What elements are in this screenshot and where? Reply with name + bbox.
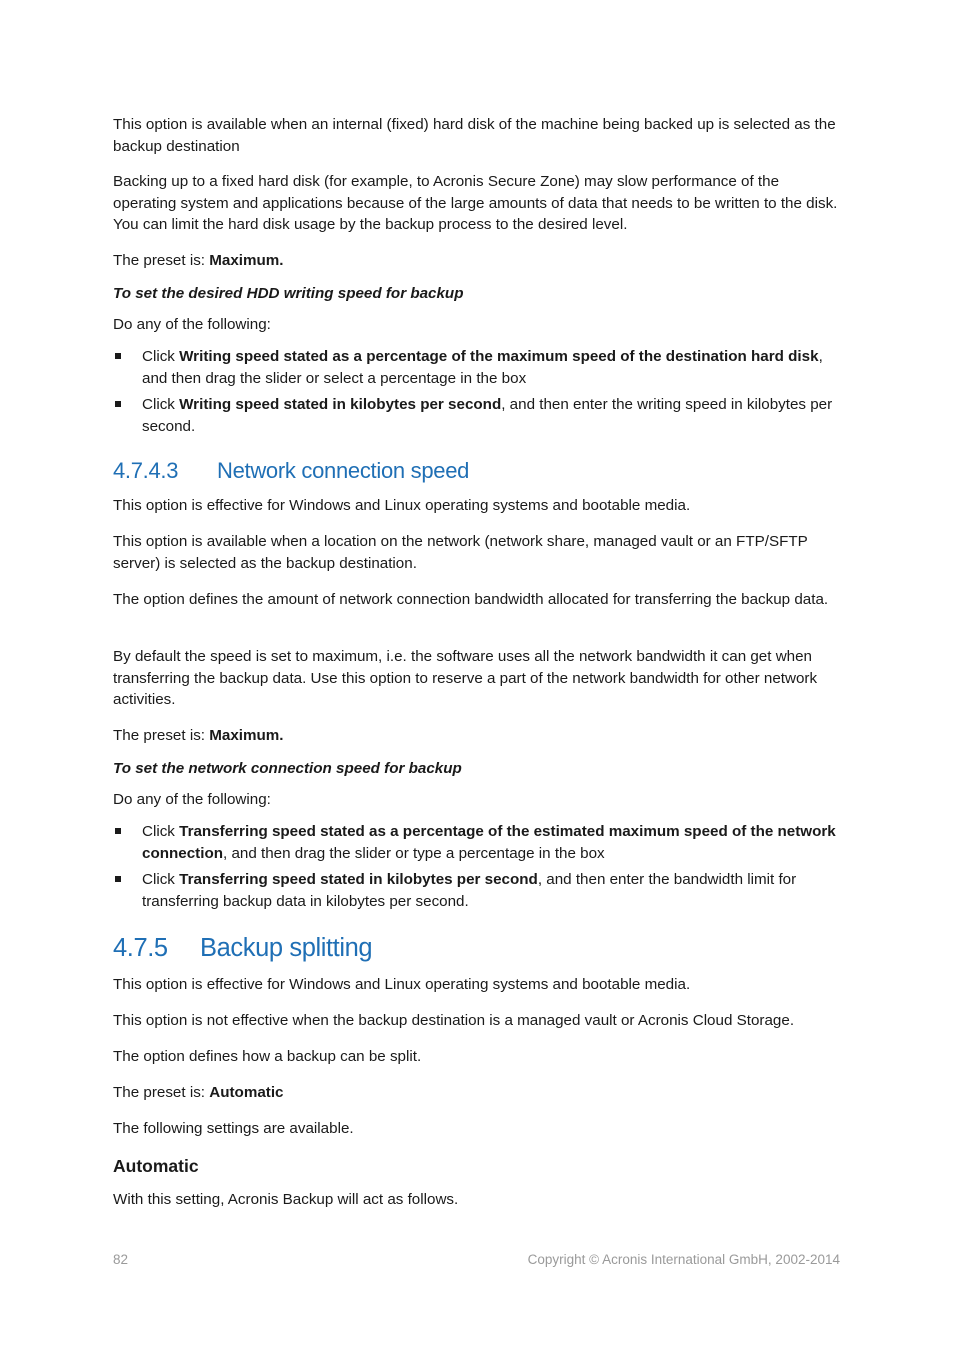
bullet-text: , and then drag the slider or select a percentage in the box	[142, 348, 823, 387]
splitting-effective-paragraph: This option is effective for Windows and Linux operating systems and bootable media.	[113, 976, 691, 993]
option-name: Transferring speed stated as a percentage of the estimated maximum speed of the network connection	[142, 823, 836, 862]
option-name: Transferring speed stated in kilobytes per second	[179, 871, 538, 888]
network-preset-paragraph	[113, 725, 843, 747]
network-default-paragraph: By default the speed is set to maximum, i.e. the software uses all the network bandwidth it can get when transferring the backup data. Use this option to reserve a part of the network bandwidth for other network activities.	[113, 648, 818, 708]
network-do-any-paragraph: Do any of the following:	[113, 791, 271, 808]
network-section-heading	[113, 457, 843, 485]
automatic-description-paragraph: With this setting, Acronis Backup will act as follows.	[113, 1191, 459, 1208]
automatic-subheading: Automatic	[113, 1156, 199, 1176]
hdd-options-list	[113, 346, 843, 437]
bullet-icon	[115, 401, 121, 407]
hdd-availability-paragraph: This option is available when an internal (fixed) hard disk of the machine being backed up is selected as the backup destination	[113, 116, 836, 155]
bullet-icon	[115, 876, 121, 882]
preset-value: Maximum.	[209, 727, 284, 744]
bullet-text: Click	[142, 396, 180, 413]
list-item	[113, 346, 843, 389]
preset-value: Maximum.	[209, 252, 284, 269]
option-name: Writing speed stated as a percentage of the maximum speed of the destination hard disk	[179, 348, 819, 365]
list-item	[113, 394, 843, 437]
bullet-icon	[115, 828, 121, 834]
network-procedure-title: To set the network connection speed for backup	[113, 760, 462, 777]
hdd-do-any-paragraph: Do any of the following:	[113, 316, 271, 333]
splitting-section-heading	[113, 932, 843, 964]
preset-value: Automatic	[209, 1084, 284, 1101]
section-number: 4.7.4.3	[113, 458, 179, 483]
hdd-procedure-title: To set the desired HDD writing speed for backup	[113, 285, 464, 302]
bullet-text: Click	[142, 871, 180, 888]
bullet-text: , and then enter the writing speed in kilobytes per second.	[142, 396, 833, 435]
bullet-icon	[115, 353, 121, 359]
splitting-preset-paragraph	[113, 1082, 843, 1104]
section-title: Backup splitting	[200, 934, 373, 962]
splitting-defines-paragraph: The option defines how a backup can be split.	[113, 1048, 422, 1065]
copyright-notice: Copyright © Acronis International GmbH, 2002-2014	[527, 1252, 840, 1267]
hdd-performance-paragraph: Backing up to a fixed hard disk (for example, to Acronis Secure Zone) may slow performance of the operating system and applications because of the large amounts of data that needs to be written to the disk. You can limit the hard disk usage by the backup process to the desired level.	[113, 173, 838, 233]
splitting-not-effective-paragraph: This option is not effective when the backup destination is a managed vault or Acronis Cloud Storage.	[113, 1012, 795, 1029]
preset-label: The preset is:	[113, 1084, 210, 1101]
bullet-text: Click	[142, 348, 180, 365]
list-item	[113, 869, 843, 912]
network-bandwidth-paragraph: The option defines the amount of network connection bandwidth allocated for transferring the backup data.	[113, 591, 829, 608]
network-options-list	[113, 821, 843, 912]
bullet-text: , and then enter the bandwidth limit for transferring backup data in kilobytes per second.	[142, 871, 797, 910]
section-title: Network connection speed	[217, 458, 470, 483]
network-effective-paragraph: This option is effective for Windows and Linux operating systems and bootable media.	[113, 497, 691, 514]
option-name: Writing speed stated in kilobytes per second	[179, 396, 502, 413]
page-number: 82	[113, 1252, 129, 1267]
bullet-text: , and then drag the slider or type a percentage in the box	[223, 844, 605, 862]
hdd-preset-paragraph	[113, 250, 843, 272]
bullet-text: Click	[142, 823, 180, 840]
preset-label: The preset is:	[113, 727, 210, 744]
section-number: 4.7.5	[113, 934, 168, 962]
preset-label: The preset is:	[113, 252, 210, 269]
splitting-settings-paragraph: The following settings are available.	[113, 1120, 354, 1137]
list-item	[113, 821, 843, 864]
network-availability-paragraph: This option is available when a location on the network (network share, managed vault or an FTP/SFTP server) is selected as the backup destination.	[113, 533, 808, 572]
